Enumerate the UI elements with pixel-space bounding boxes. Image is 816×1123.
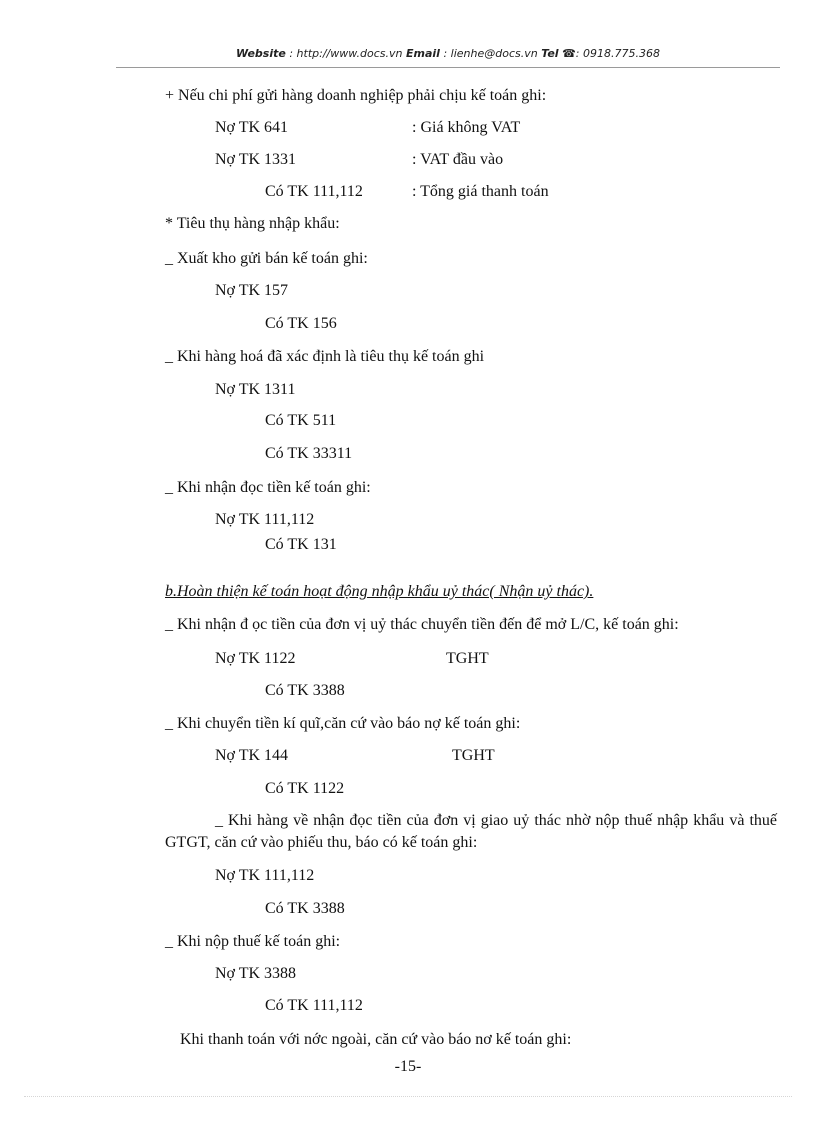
body-line: * Tiêu thụ hàng nhập khẩu: [165, 215, 340, 232]
entry-note: : Giá không VAT [412, 119, 521, 136]
entry-account: Có TK 3388 [265, 682, 345, 699]
entry-account: Có TK 511 [265, 412, 337, 429]
phone-icon: ☎ [562, 47, 576, 60]
entry-account: Nợ TK 111,112 [215, 511, 315, 528]
body-line: _ Xuất kho gửi bán kế toán ghi: [165, 250, 368, 267]
entry-account: Nợ TK 1331 [215, 151, 297, 168]
entry-account: Có TK 111,112 [265, 997, 363, 1014]
entry-account: Có TK 1122 [265, 780, 345, 797]
email-address: : lienhe@docs.vn [439, 47, 542, 60]
website-label: Website [236, 47, 286, 60]
entry-line [215, 649, 635, 669]
bottom-divider [24, 1096, 792, 1097]
entry-account: Nợ TK 641 [215, 119, 289, 136]
page-number: -15- [394, 1058, 422, 1075]
entry-line [215, 118, 775, 138]
entry-account: Nợ TK 1311 [215, 381, 296, 398]
entry-line [215, 150, 775, 170]
entry-account: Nợ TK 1122 [215, 650, 296, 667]
entry-note: : VAT đầu vào [412, 151, 504, 168]
entry-account: Có TK 111,112 [265, 183, 363, 200]
entry-account: Có TK 156 [265, 315, 337, 332]
body-line: _ Khi nộp thuế kế toán ghi: [165, 933, 341, 950]
entry-account: Nợ TK 144 [215, 747, 289, 764]
section-title: b.Hoàn thiện kế toán hoạt động nhập khẩu uỷ thác( Nhận uỷ thác). [165, 583, 594, 600]
entry-note: TGHT [452, 747, 495, 764]
tel-label: Tel [541, 47, 559, 60]
page-header [116, 47, 780, 68]
email-label: Email [406, 47, 440, 60]
entry-account: Có TK 3388 [265, 900, 345, 917]
body-line: Khi thanh toán với nớc ngoài, căn cứ vào báo nơ kế toán ghi: [180, 1031, 572, 1048]
body-line: _ Khi hàng hoá đã xác định là tiêu thụ kế toán ghi [165, 348, 485, 365]
entry-account: Nợ TK 111,112 [215, 867, 315, 884]
entry-line [265, 182, 775, 202]
entry-note: : Tổng giá thanh toán [412, 183, 549, 200]
entry-note: TGHT [446, 650, 489, 667]
body-paragraph: _ Khi hàng về nhận đọc tiền của đơn vị giao uỷ thác nhờ nộp thuế nhập khẩu và thuế GTGT, căn cứ vào phiếu thu, báo có kế toán ghi: [165, 812, 777, 851]
entry-account: Nợ TK 3388 [215, 965, 297, 982]
body-line: + Nếu chi phí gửi hàng doanh nghiệp phải chịu kế toán ghi: [165, 87, 547, 104]
body-line: _ Khi chuyển tiền kí quĩ,căn cứ vào báo nợ kế toán ghi: [165, 715, 521, 732]
website-url: : http://www.docs.vn [285, 47, 407, 60]
tel-number: : 0918.775.368 [575, 47, 660, 60]
entry-account: Nợ TK 157 [215, 282, 289, 299]
entry-account: Có TK 131 [265, 536, 337, 553]
entry-line [215, 746, 635, 766]
body-line: _ Khi nhận đ ọc tiền của đơn vị uỷ thác chuyển tiền đến để mở L/C, kế toán ghi: [165, 616, 679, 633]
body-line: _ Khi nhận đọc tiền kế toán ghi: [165, 479, 371, 496]
entry-account: Có TK 33311 [265, 445, 353, 462]
